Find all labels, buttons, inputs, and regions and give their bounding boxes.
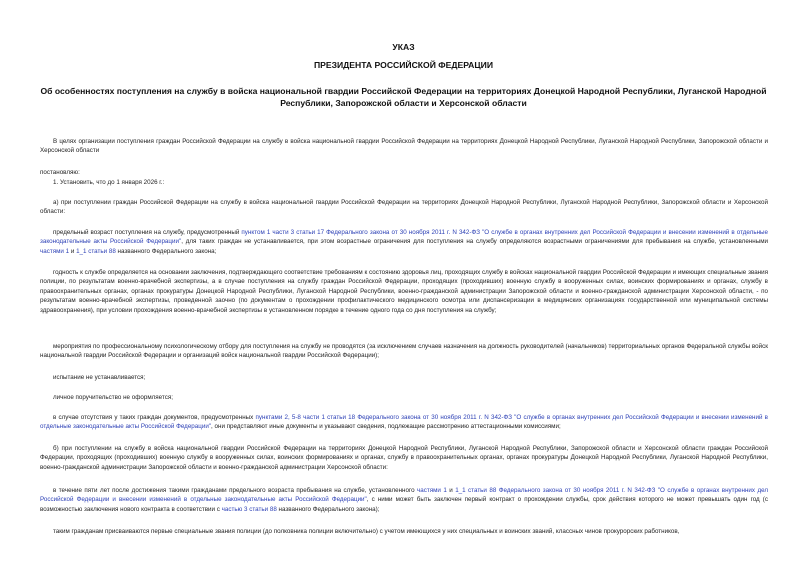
text: , с ними может быть заключен первый контракт о прохождении службы, срок действия которого не может превышать один год (с возможностью заключения нового контракта в соответствии с <box>40 496 768 513</box>
article-link[interactable]: частями 1 <box>40 247 70 255</box>
text: названного Федерального закона; <box>115 247 217 255</box>
paragraph-age-limit <box>40 228 768 256</box>
article-link[interactable]: 1_1 статьи 88 <box>76 247 116 255</box>
paragraph-no-probation: испытание не устанавливается; <box>53 374 146 381</box>
paragraph-documents <box>40 413 768 432</box>
law-link[interactable]: 1_1 статьи 88 Федерального закона от 30 ноября 2011 г. N 342-ФЗ "О службе в органах внутренних дел Российской Федерации и внесении изменений в отдельные законодательные акты Российской Федерации" <box>40 487 769 504</box>
text: и <box>69 247 77 255</box>
text: , они представляют иные документы и указывают сведения, подлежащие рассмотрению аттестационными комиссиями; <box>211 423 561 431</box>
article-link[interactable]: частями 1 <box>417 487 447 494</box>
item-a: а) при поступлении граждан Российской Федерации на службу в войска национальной гвардии Российской Федерации на территориях Донецкой Народной Республики, Луганской Народной Республики, Запорожской области и Херсонской области: <box>40 199 768 216</box>
paragraph-five-years <box>40 486 768 514</box>
paragraph-ranks: таким гражданам присваиваются первые специальные звания полиции (до полковника полиции включительно) с учетом имеющихся у них специальных и воинских званий, классных чинов прокурорских работников, <box>53 528 680 535</box>
article-link[interactable]: частью 3 статьи 88 <box>221 505 277 513</box>
item-1: 1. Установить, что до 1 января 2026 г.: <box>53 179 165 186</box>
president-label: ПРЕЗИДЕНТА РОССИЙСКОЙ ФЕДЕРАЦИИ <box>313 60 494 70</box>
intro-paragraph: В целях организации поступления граждан Российской Федерации на службу в войска национальной гвардии Российской Федерации на территориях Донецкой Народной Республики, Луганской Народной Республики, Запорожской области и Херсонской области <box>40 138 768 155</box>
text: и <box>446 487 456 494</box>
text: названного Федерального закона); <box>276 505 380 513</box>
text: в случае отсутствия у таких граждан документов, предусмотренных <box>53 414 256 421</box>
paragraph-no-guarantee: личное поручительство не оформляется; <box>53 394 173 401</box>
item-b: б) при поступлении на службу в войска национальной гвардии Российской Федерации на территориях Донецкой Народной Республики, Луганской Народной Республики, Запорожской области и Херсонской области граждан Российской Федерации, проходящих (проходивших) военную службу в вооруженных силах, воинских формированиях и органах, службу в правоохранительных органах, органах прокуратуры Донецкой Народной Республики, Луганской Народной Республики, военно-гражданской администрации Запорожской области и военно-гражданской администрации Херсонской области: <box>40 445 768 471</box>
paragraph-health: годность к службе определяется на основании заключения, подтверждающего соответствие требованиям к состоянию здоровья лиц, проходящих службу в войсках национальной гвардии Российской Федерации и имеющих специальные звания полиции, по результатам военно-врачебной экспертизы, а в случае поступления на службу граждан Российской Федерации, проходящих (проходивших) военную службу в вооруженных силах, воинских формированиях и органах, службу в правоохранительных органах, органах прокуратуры Донецкой Народной Республики, Луганской Народной Республики, военно-гражданской администрации Запорожской области и военно-гражданской администрации Херсонской области, - по результатам военно-врачебной экспертизы, проведенной заочно (по документам о прохождении профилактического медицинского осмотра или диспансеризации в медицинских организациях государственной или муниципальной системы здравоохранения), при условии прохождения военно-врачебной экспертизы в установленном порядке в течение одного года со дня поступления на службу; <box>40 269 768 314</box>
text: , для таких граждан не устанавливается, при этом возрастные ограничения для поступления на службу определяются возрастными ограничениями для пребывания на службе, установленными <box>181 238 768 246</box>
law-link[interactable]: пунктом 1 части 3 статьи 17 Федерального закона от 30 ноября 2011 г. N 342-ФЗ "О службе в органах внутренних дел Российской Федерации и внесении изменений в отдельные законодательные акты Российской Федерации" <box>40 229 768 246</box>
decree-word: постановляю: <box>40 169 80 176</box>
document-heading: Об особенностях поступления на службу в войска национальной гвардии Российской Федерации на территориях Донецкой Народной Республики, Луганской Народной Республики, Запорожской области и Херсонской области <box>40 86 767 108</box>
text: предельный возраст поступления на службу, предусмотренный <box>53 229 242 236</box>
paragraph-psych-selection: мероприятия по профессиональному психологическому отбору для поступления на службу не проводятся (за исключением случаев назначения на должность руководителей (начальников) территориальных органов Федеральной службы войск национальной гвардии Российской Федерации и организаций войск национальной гвардии Российской Федерации); <box>40 343 768 360</box>
decree-label: УКАЗ <box>392 42 415 52</box>
law-link[interactable]: пунктами 2, 5-8 части 1 статьи 18 Федерального закона от 30 ноября 2011 г. N 342-ФЗ "О службе в органах внутренних дел Российской Федерации и внесении изменений в отдельные законодательные акты Российской Федерации" <box>40 414 768 431</box>
text: в течение пяти лет после достижения такими гражданами предельного возраста пребывания на службе, установленного <box>53 487 418 494</box>
